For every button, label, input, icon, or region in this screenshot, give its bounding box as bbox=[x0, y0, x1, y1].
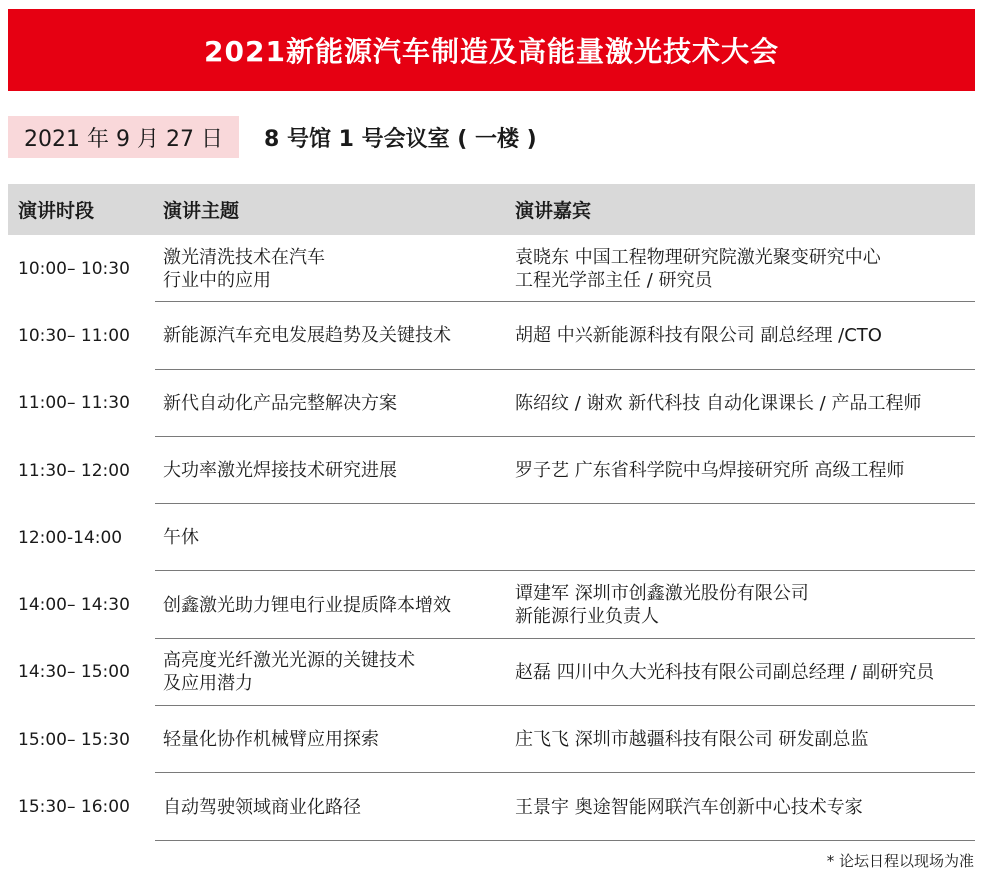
date-text: 2021 年 9 月 27 日 bbox=[24, 126, 223, 152]
table-row bbox=[8, 437, 975, 504]
speaker-line: 陈绍纹 / 谢欢 新代科技 自动化课课长 / 产品工程师 bbox=[515, 392, 922, 414]
speaker-line: 庄飞飞 深圳市越疆科技有限公司 研发副总监 bbox=[515, 729, 869, 751]
speaker-cell bbox=[507, 246, 975, 292]
topic-line: 新能源汽车充电发展趋势及关键技术 bbox=[163, 325, 451, 347]
time-cell: 14:30– 15:00 bbox=[18, 662, 130, 683]
time-cell: 10:30– 11:00 bbox=[18, 325, 130, 346]
topic-line: 创鑫激光助力锂电行业提质降本增效 bbox=[163, 594, 451, 616]
time-cell: 12:00-14:00 bbox=[18, 527, 123, 548]
conference-title: 2021新能源汽车制造及高能量激光技术大会 bbox=[204, 35, 779, 68]
speaker-cell bbox=[507, 582, 975, 628]
header-speaker: 演讲嘉宾 bbox=[515, 200, 592, 222]
speaker-line: 王景宇 奥途智能网联汽车创新中心技术专家 bbox=[515, 796, 863, 818]
topic-line: 激光清洗技术在汽车 bbox=[163, 246, 325, 268]
header-topic: 演讲主题 bbox=[163, 200, 240, 222]
schedule-table bbox=[8, 184, 975, 841]
topic-line: 自动驾驶领域商业化路径 bbox=[163, 796, 361, 818]
speaker-line: 工程光学部主任 / 研究员 bbox=[515, 269, 713, 291]
topic-line: 行业中的应用 bbox=[163, 269, 271, 291]
topic-cell bbox=[155, 324, 507, 347]
time-cell: 11:30– 12:00 bbox=[18, 460, 130, 481]
time-cell: 15:30– 16:00 bbox=[18, 797, 130, 818]
topic-cell bbox=[155, 526, 507, 549]
venue-text: 8 号馆 1 号会议室 ( 一楼 ) bbox=[264, 126, 537, 152]
time-cell: 10:00– 10:30 bbox=[18, 258, 130, 279]
table-row bbox=[8, 302, 975, 369]
table-body bbox=[8, 235, 975, 841]
topic-line: 新代自动化产品完整解决方案 bbox=[163, 392, 397, 414]
table-row bbox=[8, 504, 975, 571]
topic-line: 及应用潜力 bbox=[163, 673, 253, 695]
speaker-line: 谭建军 深圳市创鑫激光股份有限公司 bbox=[515, 583, 809, 605]
topic-cell bbox=[155, 459, 507, 482]
speaker-line: 罗子艺 广东省科学院中乌焊接研究所 高级工程师 bbox=[515, 460, 905, 482]
table-row bbox=[8, 370, 975, 437]
header-time: 演讲时段 bbox=[18, 200, 95, 222]
conference-title-banner bbox=[8, 9, 975, 91]
time-cell: 14:00– 14:30 bbox=[18, 595, 130, 616]
topic-line: 午休 bbox=[163, 527, 199, 549]
topic-cell bbox=[155, 796, 507, 819]
footer-note: * 论坛日程以现场为准 bbox=[826, 852, 974, 870]
speaker-cell bbox=[507, 324, 975, 347]
topic-line: 高亮度光纤激光光源的关键技术 bbox=[163, 650, 415, 672]
speaker-line: 赵磊 四川中久大光科技有限公司副总经理 / 副研究员 bbox=[515, 661, 935, 683]
topic-cell bbox=[155, 728, 507, 751]
speaker-cell bbox=[507, 661, 975, 684]
table-row bbox=[8, 571, 975, 638]
speaker-cell bbox=[507, 728, 975, 751]
topic-cell bbox=[155, 392, 507, 415]
speaker-cell bbox=[507, 392, 975, 415]
table-header bbox=[8, 184, 975, 235]
table-row bbox=[8, 639, 975, 706]
time-cell: 11:00– 11:30 bbox=[18, 393, 130, 414]
speaker-cell bbox=[507, 459, 975, 482]
date-badge bbox=[8, 116, 239, 158]
topic-line: 轻量化协作机械臂应用探索 bbox=[163, 729, 379, 751]
time-cell: 15:00– 15:30 bbox=[18, 729, 130, 750]
topic-cell bbox=[155, 649, 507, 695]
topic-line: 大功率激光焊接技术研究进展 bbox=[163, 460, 397, 482]
topic-cell bbox=[155, 246, 507, 292]
table-row bbox=[8, 706, 975, 773]
table-row bbox=[8, 235, 975, 302]
speaker-line: 胡超 中兴新能源科技有限公司 副总经理 /CTO bbox=[515, 325, 882, 347]
topic-cell bbox=[155, 594, 507, 617]
speaker-cell bbox=[507, 796, 975, 819]
table-row bbox=[8, 773, 975, 840]
speaker-line: 新能源行业负责人 bbox=[515, 606, 659, 628]
speaker-line: 袁晓东 中国工程物理研究院激光聚变研究中心 bbox=[515, 246, 881, 268]
